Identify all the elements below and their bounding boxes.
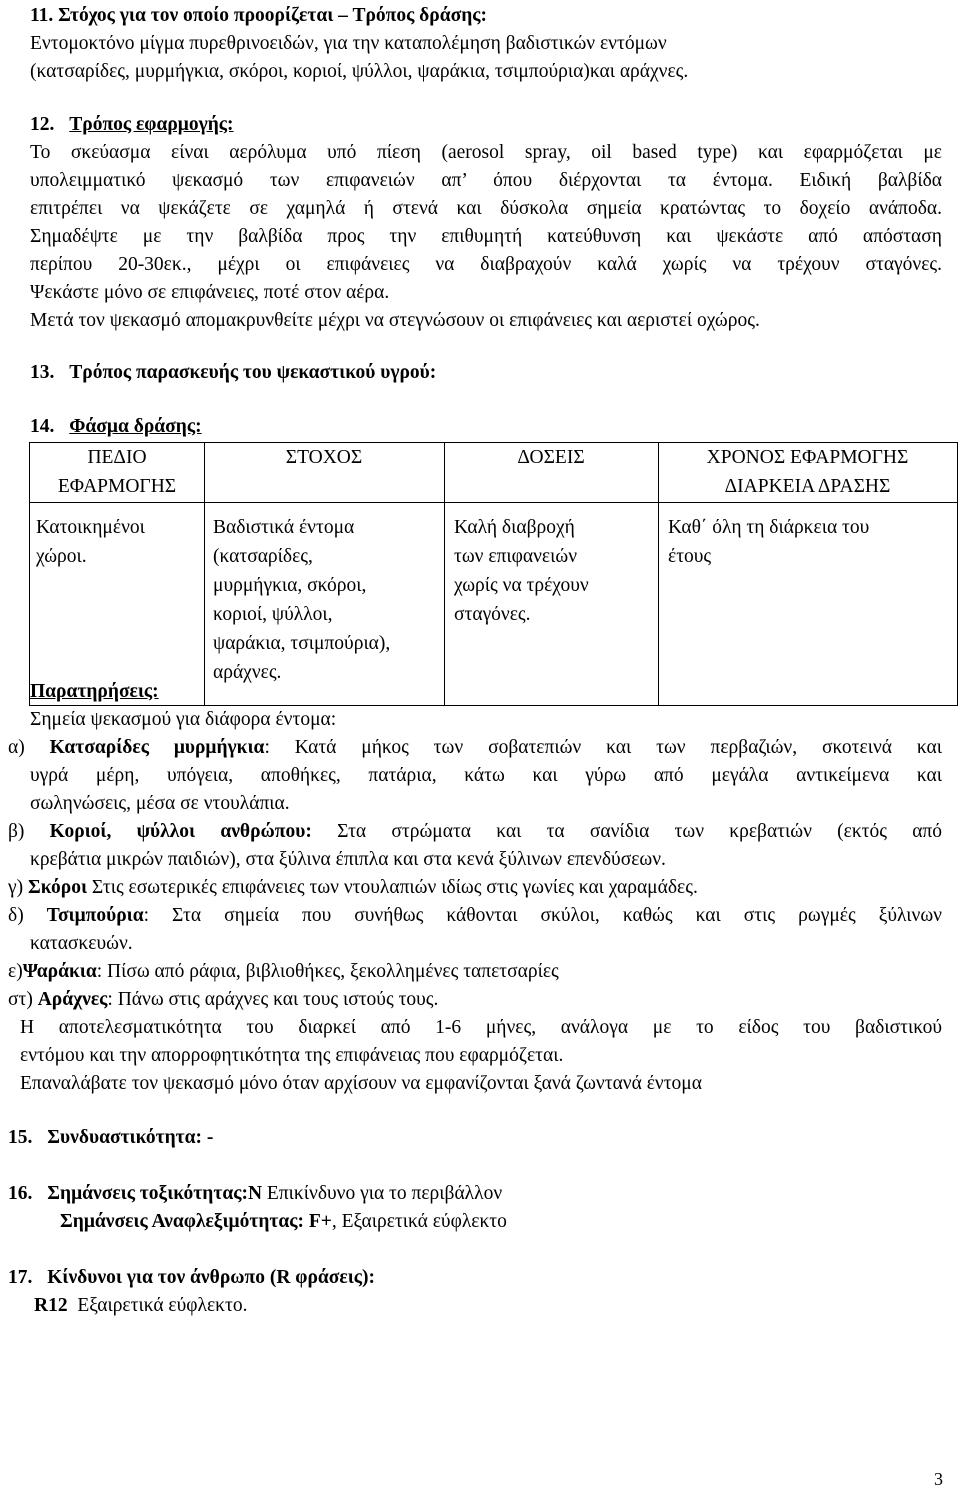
section-14-title: Φάσμα δράσης: bbox=[69, 416, 202, 437]
note-c-text: Στις εσωτερικές επιφάνειες των ντουλαπιών ιδίως στις γωνίες και χαραμάδες. bbox=[87, 877, 698, 898]
section-17-heading bbox=[8, 1266, 375, 1290]
note-c-title: Σκόροι bbox=[28, 877, 87, 898]
section-13-title: Τρόπος παρασκευής του ψεκαστικού υγρού: bbox=[69, 362, 437, 383]
table-header-target: ΣΤΟΧΟΣ bbox=[285, 447, 363, 468]
note-d-text: : Στα σημεία που συνήθως κάθονται σκύλοι, καθώς και στις ρωγμές ξύλινων bbox=[143, 905, 942, 926]
note-e-text: : Πίσω από ράφια, βιβλιοθήκες, ξεκολλημένες ταπετσαρίες bbox=[96, 961, 559, 982]
table-cell-line: (κατσαρίδες, bbox=[213, 546, 313, 567]
section-12-heading bbox=[30, 113, 234, 137]
section-12-line-7: Μετά τον ψεκασμό απομακρυνθείτε μέχρι να στεγνώσουν οι επιφάνειες και αεριστεί οχώρος. bbox=[30, 310, 760, 331]
r-phrase-line bbox=[34, 1294, 247, 1318]
table-cell-line: των επιφανειών bbox=[454, 546, 578, 567]
table-cell-line: έτους bbox=[668, 546, 712, 567]
section-12-line-5: περίπου 20-30εκ., μέχρι οι επιφάνειες να διαβραχούν καλά χωρίς να τρέχουν σταγόνες. bbox=[30, 254, 942, 275]
efficacy-line-2: εντόμου και την απορροφητικότητα της επιφάνειας που εφαρμόζεται. bbox=[20, 1045, 564, 1066]
section-15-title: Συνδυαστικότητα: - bbox=[47, 1127, 214, 1148]
note-a-line-3: σωληνώσεις, μέσα σε ντουλάπια. bbox=[30, 793, 290, 814]
table-cell-line: ψαράκια, τσιμπούρια), bbox=[213, 633, 391, 654]
note-d-title: Τσιμπούρια bbox=[46, 905, 144, 926]
note-a-text: : Κατά μήκος των σοβατεπιών και των περβαζιών, σκοτεινά και bbox=[264, 737, 942, 758]
note-d-line-1 bbox=[8, 904, 942, 928]
table-cell-field bbox=[36, 513, 202, 571]
table-cell-line: σταγόνες. bbox=[454, 604, 531, 625]
section-11-heading-text: 11. Στόχος για τον οποίο προορίζεται – Τρόπος δράσης: bbox=[30, 5, 488, 26]
note-c-prefix: γ) bbox=[8, 877, 28, 898]
note-a-prefix: α) bbox=[8, 737, 50, 758]
table-cell-line: Καλή διαβροχή bbox=[454, 517, 575, 538]
note-e-line bbox=[8, 960, 559, 984]
page-number: 3 bbox=[934, 1469, 943, 1489]
section-12-title: Τρόπος εφαρμογής: bbox=[69, 114, 234, 135]
table-cell-doses bbox=[454, 513, 654, 629]
notes-intro: Σημεία ψεκασμού για διάφορα έντομα: bbox=[30, 709, 337, 730]
table-header-time bbox=[658, 443, 957, 501]
section-15-heading bbox=[8, 1126, 213, 1150]
flammability-text: , Εξαιρετικά εύφλεκτο bbox=[331, 1211, 507, 1232]
repeat-note: Επαναλάβατε τον ψεκασμό μόνο όταν αρχίσουν να εμφανίζονται ξανά ζωντανά έντομα bbox=[20, 1073, 702, 1094]
table-cell-line: κοριοί, ψύλλοι, bbox=[213, 604, 333, 625]
table-header-field-line-1: ΠΕΔΙΟ bbox=[87, 447, 147, 468]
r-phrase-code: R12 bbox=[34, 1295, 68, 1316]
section-15-number: 15. bbox=[8, 1127, 33, 1148]
table-cell-time bbox=[668, 513, 954, 571]
note-e-title: Ψαράκια bbox=[22, 961, 97, 982]
table-cell-line: Βαδιστικά έντομα bbox=[213, 517, 355, 538]
note-b-line-2: κρεβάτια μικρών παιδιών), στα ξύλινα έπιπλα και στα κενά ξύλινων επενδύσεων. bbox=[30, 849, 666, 870]
note-f-line bbox=[8, 988, 438, 1012]
section-12-number: 12. bbox=[30, 114, 55, 135]
note-c-line bbox=[8, 876, 698, 900]
section-12-line-4: Σημαδέψτε με την βαλβίδα προς την επιθυμητή κατεύθυνση και ψεκάστε από απόσταση bbox=[30, 226, 942, 247]
note-a-line-1 bbox=[8, 736, 942, 760]
table-column-divider bbox=[204, 443, 205, 705]
table-cell-line: μυρμήγκια, σκόροι, bbox=[213, 575, 367, 596]
note-b-prefix: β) bbox=[8, 821, 50, 842]
table-cell-line: χώροι. bbox=[36, 546, 87, 567]
section-12-line-6: Ψεκάστε μόνο σε επιφάνειες, ποτέ στον αέρα. bbox=[30, 282, 390, 303]
section-12-line-1: Το σκεύασμα είναι αερόλυμα υπό πίεση (aerosol spray, oil based type) και εφαρμόζεται με bbox=[30, 142, 942, 163]
section-11-heading bbox=[30, 4, 487, 28]
table-column-divider bbox=[444, 443, 445, 705]
section-12-line-2: υπολειμματικό ψεκασμό των επιφανειών απ’ όπου διέρχονται τα έντομα. Ειδική βαλβίδα bbox=[30, 170, 942, 191]
section-14-number: 14. bbox=[30, 416, 55, 437]
table-header-time-line-2: ΔΙΑΡΚΕΙΑ ΔΡΑΣΗΣ bbox=[724, 476, 891, 497]
table-cell-line: χωρίς να τρέχουν bbox=[454, 575, 589, 596]
table-cell-target bbox=[213, 513, 443, 687]
note-a-line-2: υγρά μέρη, υπόγεια, αποθήκες, πατάρια, κάτω και γύρω από μεγάλα αντικείμενα και bbox=[30, 765, 942, 786]
efficacy-line-1: Η αποτελεσματικότητα του διαρκεί από 1-6 μήνες, ανάλογα με το είδος του βαδιστικού bbox=[20, 1017, 942, 1038]
section-11-line-2: (κατσαρίδες, μυρμήγκια, σκόροι, κοριοί, ψύλλοι, ψαράκια, τσιμπούρια)και αράχνες. bbox=[30, 61, 689, 82]
section-16-line-2 bbox=[60, 1210, 507, 1234]
section-13-number: 13. bbox=[30, 362, 55, 383]
action-spectrum-table bbox=[29, 442, 958, 706]
flammability-label: Σημάνσεις Αναφλεξιμότητας: F+ bbox=[60, 1211, 332, 1232]
table-header-divider bbox=[30, 502, 957, 503]
section-14-heading bbox=[30, 415, 202, 439]
note-f-prefix: στ) bbox=[8, 989, 38, 1010]
table-header-doses: ΔΟΣΕΙΣ bbox=[517, 447, 585, 468]
note-b-title: Κοριοί, ψύλλοι ανθρώπου: bbox=[49, 821, 312, 842]
section-16-number: 16. bbox=[8, 1183, 33, 1204]
r-phrase-text: Εξαιρετικά εύφλεκτο. bbox=[67, 1295, 248, 1316]
note-a-title: Κατσαρίδες μυρμήγκια bbox=[49, 737, 265, 758]
note-f-text: : Πάνω στις αράχνες και τους ιστούς τους. bbox=[107, 989, 439, 1010]
table-header-field-line-2: ΕΦΑΡΜΟΓΗΣ bbox=[57, 476, 177, 497]
notes-heading: Παρατηρήσεις: bbox=[30, 681, 159, 702]
section-13-heading bbox=[30, 361, 436, 385]
section-16-toxicity bbox=[47, 1183, 502, 1204]
table-cell-line: Καθ΄ όλη τη διάρκεια του bbox=[668, 517, 870, 538]
section-17-number: 17. bbox=[8, 1267, 33, 1288]
note-d-line-2: κατασκευών. bbox=[30, 933, 133, 954]
section-12-line-3: επιτρέπει να ψεκάζετε σε χαμηλά ή στενά και δύσκολα σημεία κρατώντας το δοχείο ανάποδα. bbox=[30, 198, 942, 219]
section-16-line-1 bbox=[8, 1182, 502, 1206]
table-cell-line: Κατοικημένοι bbox=[36, 517, 145, 538]
table-header-time-line-1: ΧΡΟΝΟΣ ΕΦΑΡΜΟΓΗΣ bbox=[706, 447, 909, 468]
table-header-field bbox=[30, 443, 204, 501]
note-d-prefix: δ) bbox=[8, 905, 47, 926]
table-cell-line: αράχνες. bbox=[213, 662, 282, 683]
toxicity-label: Σημάνσεις τοξικότητας:Ν bbox=[47, 1183, 263, 1204]
section-17-title: Κίνδυνοι για τον άνθρωπο (R φράσεις): bbox=[47, 1267, 375, 1288]
note-f-title: Αράχνες bbox=[37, 989, 108, 1010]
note-e-prefix: ε) bbox=[8, 961, 23, 982]
section-11-line-1: Εντομοκτόνο μίγμα πυρεθρινοειδών, για την καταπολέμηση βαδιστικών εντόμων bbox=[30, 33, 667, 54]
toxicity-text: Επικίνδυνο για το περιβάλλον bbox=[262, 1183, 503, 1204]
note-b-text: Στα στρώματα και τα σανίδια των κρεβατιών (εκτός από bbox=[311, 821, 942, 842]
note-b-line-1 bbox=[8, 820, 942, 844]
